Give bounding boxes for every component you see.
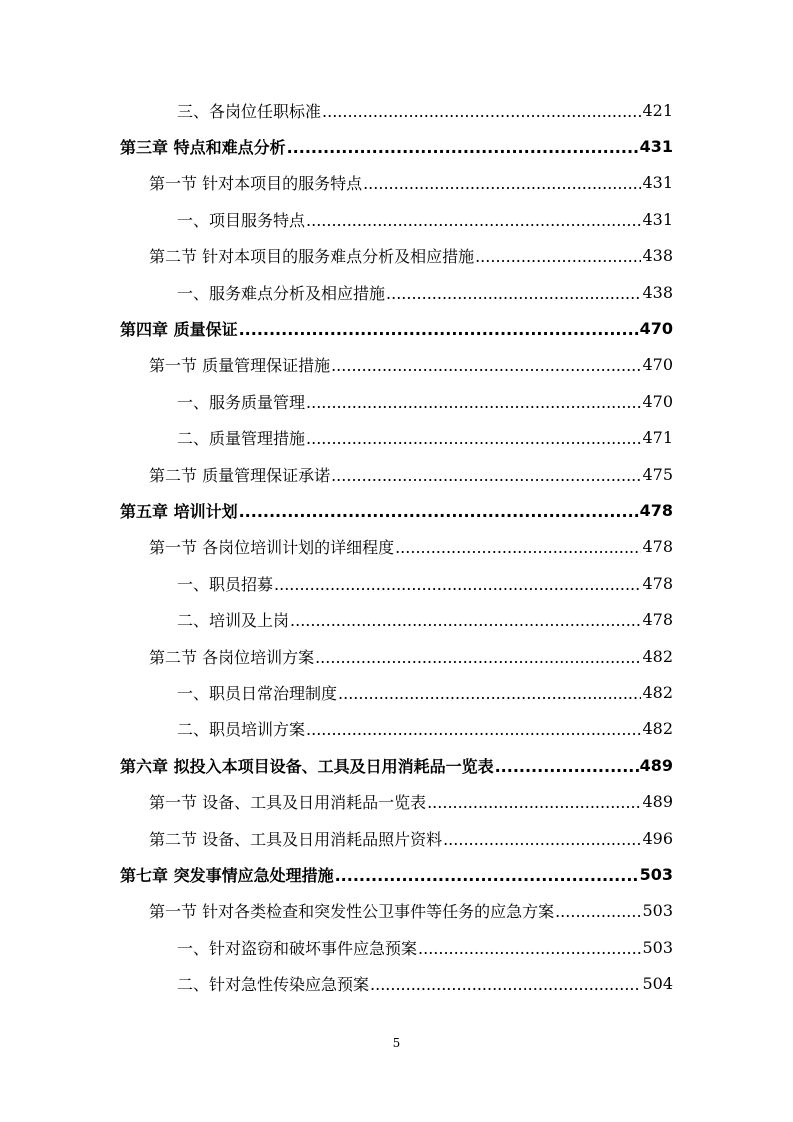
toc-entry-title: 第一节 设备、工具及日用消耗品一览表 — [149, 793, 427, 813]
toc-entry[interactable] — [0, 674, 793, 710]
toc-entry[interactable] — [0, 347, 793, 383]
toc-entry[interactable] — [0, 274, 793, 310]
toc-dot-leader — [239, 502, 639, 521]
toc-entry-title: 第七章 突发事情应急处理措施 — [120, 865, 334, 885]
toc-entry-page: 431 — [642, 173, 673, 193]
toc-entry-title: 一、职员招募 — [177, 574, 274, 594]
toc-entry-title: 二、培训及上岗 — [177, 611, 290, 631]
toc-dot-leader — [475, 247, 641, 266]
table-of-contents — [0, 92, 793, 1002]
toc-dot-leader — [290, 611, 641, 630]
toc-entry-title: 一、针对盗窃和破坏事件应急预案 — [177, 938, 418, 958]
toc-entry-page: 503 — [642, 901, 673, 921]
toc-dot-leader — [386, 284, 641, 303]
toc-dot-leader — [274, 575, 641, 594]
toc-entry-title: 第二节 质量管理保证承诺 — [149, 465, 331, 485]
toc-entry-page: 478 — [639, 500, 673, 520]
toc-entry[interactable] — [0, 128, 793, 164]
toc-dot-leader — [306, 720, 641, 739]
toc-entry-title: 第二节 设备、工具及日用消耗品照片资料 — [149, 829, 443, 849]
toc-dot-leader — [322, 102, 641, 121]
toc-entry-page: 489 — [642, 792, 673, 812]
toc-entry[interactable] — [0, 965, 793, 1001]
toc-dot-leader — [306, 393, 641, 412]
toc-entry[interactable] — [0, 92, 793, 128]
toc-entry-title: 二、针对急性传染应急预案 — [177, 975, 370, 995]
toc-entry-page: 504 — [642, 974, 673, 994]
toc-dot-leader — [331, 466, 641, 485]
toc-entry-page: 478 — [642, 537, 673, 557]
toc-entry[interactable] — [0, 310, 793, 346]
toc-entry-page: 478 — [642, 610, 673, 630]
toc-entry[interactable] — [0, 201, 793, 237]
toc-entry[interactable] — [0, 747, 793, 783]
toc-entry-title: 二、质量管理措施 — [177, 429, 306, 449]
toc-entry-page: 503 — [642, 937, 673, 957]
toc-entry-title: 第三章 特点和难点分析 — [120, 138, 286, 158]
toc-entry-title: 一、服务质量管理 — [177, 392, 306, 412]
toc-entry-page: 496 — [642, 828, 673, 848]
toc-entry[interactable] — [0, 165, 793, 201]
toc-entry-page: 421 — [642, 100, 673, 120]
toc-entry[interactable] — [0, 383, 793, 419]
toc-entry-page: 431 — [639, 137, 673, 157]
toc-entry-page: 431 — [642, 209, 673, 229]
toc-dot-leader — [418, 939, 641, 958]
toc-entry-title: 第一节 针对本项目的服务特点 — [149, 174, 363, 194]
toc-entry[interactable] — [0, 856, 793, 892]
toc-entry-title: 三、各岗位任职标准 — [177, 101, 322, 121]
toc-entry[interactable] — [0, 456, 793, 492]
toc-entry[interactable] — [0, 820, 793, 856]
toc-entry[interactable] — [0, 238, 793, 274]
toc-entry-page: 470 — [642, 391, 673, 411]
toc-entry-title: 第四章 质量保证 — [120, 320, 238, 340]
toc-entry-page: 503 — [639, 864, 673, 884]
toc-entry-title: 一、服务难点分析及相应措施 — [177, 283, 386, 303]
toc-entry-page: 438 — [642, 282, 673, 302]
toc-dot-leader — [306, 211, 641, 230]
toc-dot-leader — [335, 866, 639, 885]
toc-entry[interactable] — [0, 529, 793, 565]
toc-entry-title: 第一节 质量管理保证措施 — [149, 356, 331, 376]
toc-entry-title: 第一节 各岗位培训计划的详细程度 — [149, 538, 395, 558]
toc-dot-leader — [338, 684, 641, 703]
toc-dot-leader — [315, 648, 641, 667]
toc-entry-page: 470 — [642, 355, 673, 375]
toc-dot-leader — [395, 538, 641, 557]
toc-entry-page: 438 — [642, 246, 673, 266]
toc-entry-page: 482 — [642, 719, 673, 739]
toc-dot-leader — [287, 138, 639, 157]
toc-entry-page: 482 — [642, 682, 673, 702]
toc-entry-page: 478 — [642, 573, 673, 593]
toc-entry-title: 第二节 各岗位培训方案 — [149, 647, 315, 667]
toc-entry-page: 482 — [642, 646, 673, 666]
toc-entry[interactable] — [0, 638, 793, 674]
toc-entry[interactable] — [0, 893, 793, 929]
toc-entry[interactable] — [0, 929, 793, 965]
toc-entry-title: 第二节 针对本项目的服务难点分析及相应措施 — [149, 247, 475, 267]
toc-dot-leader — [239, 320, 639, 339]
toc-entry-page: 471 — [642, 428, 673, 448]
toc-dot-leader — [370, 975, 641, 994]
toc-entry[interactable] — [0, 601, 793, 637]
toc-entry-title: 第六章 拟投入本项目设备、工具及日用消耗品一览表 — [120, 756, 494, 776]
toc-entry-page: 475 — [642, 464, 673, 484]
toc-dot-leader — [331, 356, 641, 375]
toc-entry-title: 一、职员日常治理制度 — [177, 683, 338, 703]
toc-entry-title: 一、项目服务特点 — [177, 210, 306, 230]
toc-dot-leader — [495, 757, 639, 776]
toc-dot-leader — [306, 429, 641, 448]
toc-dot-leader — [427, 793, 641, 812]
toc-entry[interactable] — [0, 783, 793, 819]
page-number: 5 — [392, 1036, 401, 1050]
toc-dot-leader — [555, 902, 641, 921]
toc-entry-page: 489 — [639, 755, 673, 775]
toc-entry[interactable] — [0, 492, 793, 528]
toc-entry[interactable] — [0, 420, 793, 456]
toc-entry-page: 470 — [639, 319, 673, 339]
toc-entry[interactable] — [0, 711, 793, 747]
toc-entry[interactable] — [0, 565, 793, 601]
toc-entry-title: 第五章 培训计划 — [120, 501, 238, 521]
toc-dot-leader — [443, 830, 641, 849]
toc-dot-leader — [363, 174, 641, 193]
toc-entry-title: 第一节 针对各类检查和突发性公卫事件等任务的应急方案 — [149, 902, 555, 922]
toc-entry-title: 二、职员培训方案 — [177, 720, 306, 740]
